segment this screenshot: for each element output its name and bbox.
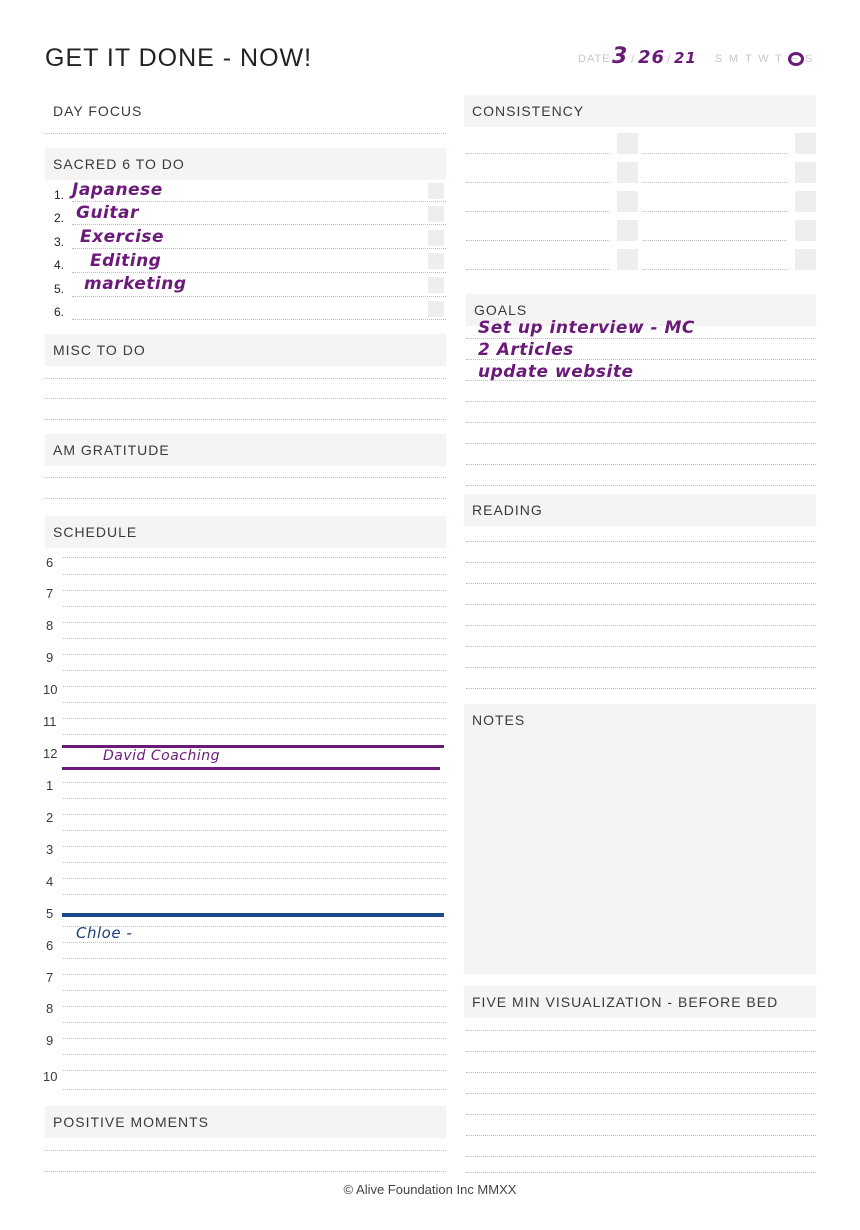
reading-line[interactable]	[466, 646, 816, 647]
weekday-wed[interactable]: W	[758, 53, 769, 65]
schedule-line	[63, 590, 446, 591]
schedule-hour: 1	[46, 778, 54, 793]
visualization-line[interactable]	[466, 1051, 816, 1052]
schedule-hour: 8	[46, 1001, 54, 1016]
weekday-mon[interactable]: M	[728, 53, 739, 65]
schedule-hour: 11	[43, 714, 57, 729]
reading-line[interactable]	[466, 688, 816, 689]
sacred-num: 1.	[54, 188, 65, 202]
reading-header: READING	[464, 494, 816, 526]
goal-item-2[interactable]: 2 Articles	[478, 340, 574, 360]
sacred-num: 2.	[54, 211, 65, 225]
date-day[interactable]: 26	[638, 47, 666, 68]
schedule-hour: 9	[46, 1033, 54, 1048]
habit-line[interactable]	[466, 269, 610, 270]
sacred-line	[72, 201, 446, 202]
habit-checkbox[interactable]	[617, 133, 638, 154]
schedule-line	[63, 942, 446, 943]
sacred-item-2[interactable]: Guitar	[76, 203, 139, 223]
habit-line[interactable]	[643, 269, 787, 270]
goal-item-1[interactable]: Set up interview - MC	[478, 318, 695, 338]
schedule-line	[63, 1006, 446, 1007]
sacred-num: 6.	[54, 305, 65, 319]
habit-checkbox[interactable]	[795, 162, 816, 183]
weekday-thu[interactable]: T	[775, 53, 782, 65]
sacred-checkbox-3[interactable]	[428, 230, 444, 246]
schedule-line	[63, 686, 446, 687]
reading-line[interactable]	[466, 541, 816, 542]
sacred-line	[72, 248, 446, 249]
notes-header: NOTES	[472, 712, 526, 728]
visualization-line[interactable]	[466, 1135, 816, 1136]
habit-checkbox[interactable]	[617, 220, 638, 241]
schedule-hour: 7	[46, 586, 54, 601]
habit-checkbox[interactable]	[617, 191, 638, 212]
sacred-line	[72, 272, 446, 273]
sacred-item-3[interactable]: Exercise	[80, 227, 165, 247]
habit-line[interactable]	[643, 153, 787, 154]
sacred-num: 5.	[54, 282, 65, 296]
schedule-hour: 12	[43, 746, 58, 761]
visualization-line[interactable]	[466, 1156, 816, 1157]
sacred-num: 3.	[54, 235, 65, 249]
habit-checkbox[interactable]	[795, 249, 816, 270]
schedule-highlight-line	[62, 767, 440, 770]
gratitude-header: AM GRATITUDE	[45, 434, 446, 466]
sacred-line[interactable]	[72, 319, 446, 320]
goal-line[interactable]	[466, 485, 816, 486]
habit-checkbox[interactable]	[795, 133, 816, 154]
notes-box[interactable]	[464, 704, 816, 974]
habit-line[interactable]	[466, 182, 610, 183]
schedule-line	[63, 622, 446, 623]
date-label: DATE	[578, 53, 611, 65]
weekday-sun[interactable]: S	[714, 53, 723, 65]
schedule-hour: 9	[46, 650, 54, 665]
day-focus-line[interactable]	[45, 133, 446, 134]
visualization-line[interactable]	[466, 1172, 816, 1173]
goals-header: GOALS	[466, 294, 816, 326]
sacred-item-4[interactable]: Editing	[90, 251, 162, 271]
schedule-line[interactable]	[63, 958, 446, 959]
sacred-checkbox-5[interactable]	[428, 277, 444, 293]
goal-line	[466, 338, 816, 339]
habit-line[interactable]	[643, 240, 787, 241]
footer-copyright: © Alive Foundation Inc MMXX	[343, 1182, 517, 1197]
schedule-hour: 4	[46, 874, 54, 889]
schedule-hour: 8	[46, 618, 54, 633]
sacred-checkbox-4[interactable]	[428, 253, 444, 269]
sacred-checkbox-1[interactable]	[428, 183, 444, 199]
weekday-tue[interactable]: T	[745, 53, 752, 65]
schedule-line	[63, 1038, 446, 1039]
date-area	[578, 46, 828, 72]
positive-line[interactable]	[45, 1171, 446, 1172]
date-month[interactable]: 3	[612, 44, 629, 69]
sacred-header: SACRED 6 TO DO	[45, 148, 446, 180]
habit-checkbox[interactable]	[795, 220, 816, 241]
reading-line[interactable]	[466, 625, 816, 626]
schedule-line	[63, 974, 446, 975]
schedule-hour: 7	[46, 970, 54, 985]
schedule-header: SCHEDULE	[45, 516, 446, 548]
misc-header: MISC TO DO	[45, 334, 446, 366]
goal-line[interactable]	[466, 443, 816, 444]
visualization-line[interactable]	[466, 1114, 816, 1115]
weekday-fri[interactable]: F	[790, 53, 797, 65]
schedule-line[interactable]	[63, 638, 446, 639]
date-year[interactable]: 21	[674, 49, 697, 67]
reading-line[interactable]	[466, 667, 816, 668]
sacred-line	[72, 296, 446, 297]
schedule-hour: 6	[46, 555, 54, 570]
schedule-line[interactable]	[63, 1089, 446, 1090]
schedule-hour: 10	[43, 1069, 58, 1084]
sacred-checkbox-6[interactable]	[428, 301, 444, 317]
schedule-highlight-line	[62, 913, 444, 917]
consistency-header: CONSISTENCY	[464, 95, 816, 127]
schedule-hour: 5	[46, 906, 54, 921]
schedule-line[interactable]	[63, 670, 446, 671]
goal-line[interactable]	[466, 401, 816, 402]
positive-line[interactable]	[45, 1150, 446, 1151]
positive-header: POSITIVE MOMENTS	[45, 1106, 446, 1138]
schedule-line[interactable]	[63, 606, 446, 607]
schedule-line	[63, 814, 446, 815]
schedule-line[interactable]	[63, 1022, 446, 1023]
sacred-item-5[interactable]: marketing	[84, 274, 187, 294]
page-title: GET IT DONE - NOW!	[45, 44, 313, 72]
habit-checkbox[interactable]	[795, 191, 816, 212]
schedule-line[interactable]	[63, 830, 446, 831]
schedule-line[interactable]	[63, 702, 446, 703]
reading-line[interactable]	[466, 562, 816, 563]
schedule-line[interactable]	[63, 1054, 446, 1055]
schedule-hour: 3	[46, 842, 54, 857]
visualization-header: FIVE MIN VISUALIZATION - BEFORE BED	[464, 986, 816, 1018]
weekday-sat[interactable]: S	[804, 53, 813, 65]
schedule-line	[63, 1070, 446, 1071]
habit-line[interactable]	[466, 240, 610, 241]
goal-item-3[interactable]: update website	[478, 362, 634, 382]
date-separator: /	[631, 52, 636, 66]
visualization-line[interactable]	[466, 1030, 816, 1031]
goal-line	[466, 380, 816, 381]
gratitude-line[interactable]	[45, 477, 446, 478]
habit-line[interactable]	[466, 153, 610, 154]
habit-line[interactable]	[643, 182, 787, 183]
schedule-line[interactable]	[63, 894, 446, 895]
goal-line[interactable]	[466, 464, 816, 465]
schedule-hour: 6	[46, 938, 54, 953]
habit-checkbox[interactable]	[617, 249, 638, 270]
sacred-num: 4.	[54, 258, 65, 272]
schedule-line[interactable]	[63, 574, 446, 575]
day-focus-header: DAY FOCUS	[53, 103, 143, 119]
schedule-line[interactable]	[63, 862, 446, 863]
schedule-line	[63, 782, 446, 783]
date-separator: /	[667, 52, 672, 66]
misc-line[interactable]	[45, 419, 446, 420]
schedule-hour: 2	[46, 810, 54, 825]
reading-line[interactable]	[466, 604, 816, 605]
schedule-line	[63, 654, 446, 655]
schedule-line	[63, 718, 446, 719]
schedule-entry-five[interactable]: Chloe -	[76, 924, 133, 942]
gratitude-line[interactable]	[45, 498, 446, 499]
visualization-line[interactable]	[466, 1072, 816, 1073]
schedule-line	[63, 846, 446, 847]
habit-line[interactable]	[466, 211, 610, 212]
schedule-line	[63, 557, 446, 558]
schedule-entry-noon[interactable]: David Coaching	[103, 748, 221, 764]
schedule-line[interactable]	[63, 798, 446, 799]
misc-line[interactable]	[45, 378, 446, 379]
selected-weekday-circle	[788, 52, 804, 66]
schedule-line[interactable]	[63, 734, 446, 735]
misc-line[interactable]	[45, 398, 446, 399]
schedule-hour: 10	[43, 682, 58, 697]
goal-line[interactable]	[466, 422, 816, 423]
sacred-checkbox-2[interactable]	[428, 206, 444, 222]
habit-line[interactable]	[643, 211, 787, 212]
visualization-line[interactable]	[466, 1093, 816, 1094]
schedule-line	[63, 878, 446, 879]
habit-checkbox[interactable]	[617, 162, 638, 183]
sacred-item-1[interactable]: Japanese	[72, 180, 163, 200]
reading-line[interactable]	[466, 583, 816, 584]
sacred-line	[72, 224, 446, 225]
schedule-line[interactable]	[63, 990, 446, 991]
goal-line	[466, 359, 816, 360]
